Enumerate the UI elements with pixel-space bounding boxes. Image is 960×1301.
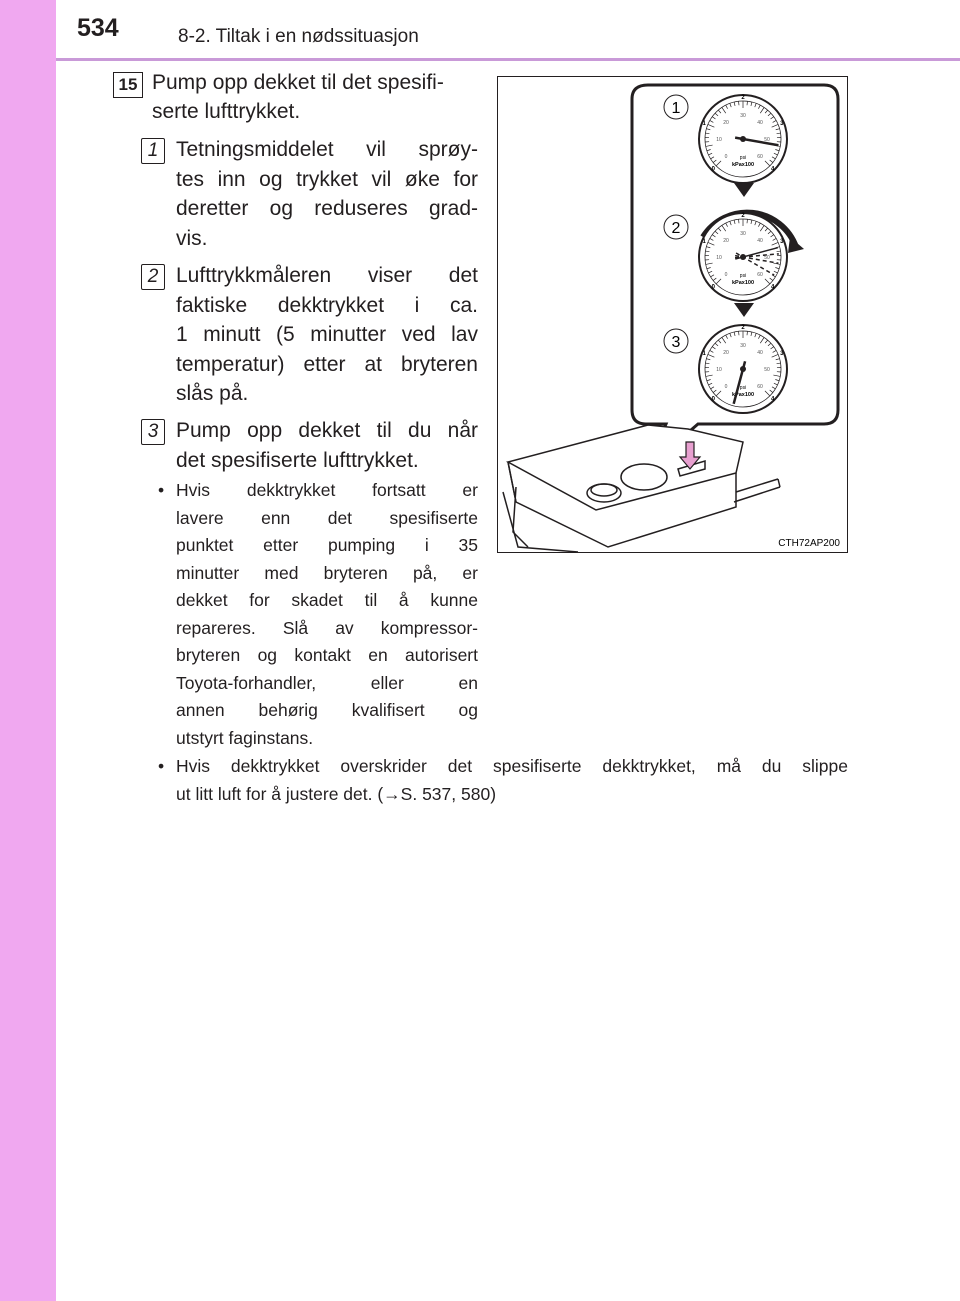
- psi-tick-label: 60: [757, 271, 763, 278]
- psi-tick-label: 0: [724, 383, 728, 390]
- psi-tick-label: 10: [716, 255, 722, 261]
- substep-number-3: 3: [141, 419, 165, 445]
- step-line: serte lufttrykket.: [152, 100, 301, 123]
- step-instruction: [152, 68, 482, 126]
- figure-code: CTH72AP200: [778, 538, 840, 549]
- psi-tick-label: 30: [740, 231, 746, 237]
- substep-number-1: 1: [141, 138, 165, 164]
- line: punktet etter pumping i 35: [176, 535, 478, 555]
- psi-tick-label: 40: [757, 238, 763, 245]
- bullet-dot: •: [158, 756, 165, 776]
- gauge-hub: [740, 366, 746, 372]
- kpa-tick-label: 3: [780, 238, 784, 245]
- line: Toyota-forhandler, eller en: [176, 672, 478, 693]
- pressure-gauge-2: [699, 213, 787, 301]
- psi-tick-label: 0: [724, 271, 728, 278]
- pressure-gauge-illustration: [497, 76, 848, 553]
- line: ut litt luft for å justere det. (→S. 537, 580): [176, 783, 497, 804]
- kpa-tick-label: 2: [741, 95, 745, 101]
- step-number-badge: 15: [113, 72, 143, 98]
- bullet-dot: •: [158, 480, 165, 500]
- kpa-tick-label: 2: [741, 325, 745, 331]
- substep-number-2: 2: [141, 264, 165, 290]
- step-line: Pump opp dekket til det spesifi-: [152, 71, 444, 94]
- pressure-gauge-3: [699, 325, 787, 413]
- line: Tetningsmiddelet vil sprøy-: [176, 138, 478, 161]
- psi-tick-label: 60: [757, 153, 763, 160]
- psi-tick-label: 60: [757, 383, 763, 390]
- psi-unit-label: psi: [739, 273, 747, 279]
- psi-tick-label: 20: [723, 120, 729, 127]
- psi-tick-label: 50: [764, 367, 770, 373]
- line: vis.: [176, 226, 208, 250]
- section-title: 8-2. Tiltak i en nødssituasjon: [178, 26, 419, 47]
- note-bullet-1: [158, 477, 478, 752]
- line: dekket for skadet til å kunne: [176, 590, 478, 610]
- substep-2-text: [176, 261, 478, 409]
- kpa-tick-label: 4: [771, 284, 775, 291]
- pressure-gauge-1: [699, 95, 787, 183]
- kpa-unit-label: kPax100: [731, 392, 755, 398]
- line: bryteren og kontakt en autorisert: [176, 645, 478, 665]
- note-bullet-2: [158, 753, 848, 808]
- psi-tick-label: 0: [724, 153, 728, 160]
- psi-tick-label: 40: [757, 120, 763, 127]
- psi-tick-label: 50: [764, 137, 770, 143]
- kpa-tick-label: 2: [741, 213, 745, 219]
- compressor-unit: [503, 425, 780, 552]
- kpa-tick-label: 0: [711, 396, 715, 403]
- substep-3-text: [176, 416, 478, 475]
- substep-1-text: [176, 135, 478, 253]
- kpa-tick-label: 1: [702, 238, 706, 245]
- line: 1 minutt (5 minutter ved lav: [176, 323, 478, 346]
- line: utstyrt faginstans.: [176, 727, 314, 748]
- line: Hvis dekktrykket overskrider det spesifiserte dekktrykket, må du slippe: [176, 756, 848, 776]
- psi-unit-label: psi: [739, 155, 747, 161]
- gauge-hub: [740, 136, 746, 142]
- line: Lufttrykkmåleren viser det: [176, 264, 478, 287]
- gauge-hub: [740, 254, 746, 260]
- psi-unit-label: psi: [739, 385, 747, 391]
- psi-tick-label: 40: [757, 350, 763, 357]
- line: Hvis dekktrykket fortsatt er: [176, 480, 478, 500]
- psi-tick-label: 20: [723, 238, 729, 245]
- line: deretter og reduseres grad-: [176, 197, 478, 220]
- line: annen behørig kvalifisert og: [176, 700, 478, 720]
- line: faktiske dekktrykket i ca.: [176, 293, 478, 317]
- kpa-tick-label: 0: [711, 166, 715, 173]
- kpa-tick-label: 3: [780, 120, 784, 127]
- line: lavere enn det spesifiserte: [176, 507, 478, 528]
- line: slås på.: [176, 382, 249, 405]
- kpa-unit-label: kPax100: [731, 162, 755, 168]
- kpa-tick-label: 4: [771, 166, 775, 173]
- kpa-tick-label: 0: [711, 284, 715, 291]
- header-rule: [56, 58, 960, 61]
- line: temperatur) etter at bryteren: [176, 352, 478, 376]
- line: minutter med bryteren på, er: [176, 562, 478, 583]
- gauge-label-2: [664, 215, 688, 239]
- illustration-svg: [498, 77, 847, 552]
- kpa-tick-label: 3: [780, 350, 784, 357]
- line: repareres. Slå av kompressor-: [176, 617, 478, 638]
- gauge-label-text: 3: [671, 334, 681, 351]
- kpa-tick-label: 4: [771, 396, 775, 403]
- psi-tick-label: 10: [716, 367, 722, 373]
- psi-tick-label: 20: [723, 350, 729, 357]
- kpa-tick-label: 1: [702, 120, 706, 127]
- line: det spesifiserte lufttrykket.: [176, 448, 419, 472]
- psi-tick-label: 50: [764, 255, 770, 261]
- line: Pump opp dekket til du når: [176, 419, 478, 442]
- side-tab: [0, 0, 56, 1301]
- psi-tick-label: 30: [740, 343, 746, 349]
- kpa-unit-label: kPax100: [731, 280, 755, 286]
- gauge-label-1: [664, 95, 688, 119]
- psi-tick-label: 30: [740, 113, 746, 119]
- psi-tick-label: 10: [716, 137, 722, 143]
- page-number: 534: [77, 14, 119, 42]
- kpa-tick-label: 1: [702, 350, 706, 357]
- gauge-label-text: 2: [671, 220, 681, 237]
- gauge-label-text: 1: [671, 100, 681, 117]
- gauge-label-3: [664, 329, 688, 353]
- line: tes inn og trykket vil øke for: [176, 167, 478, 191]
